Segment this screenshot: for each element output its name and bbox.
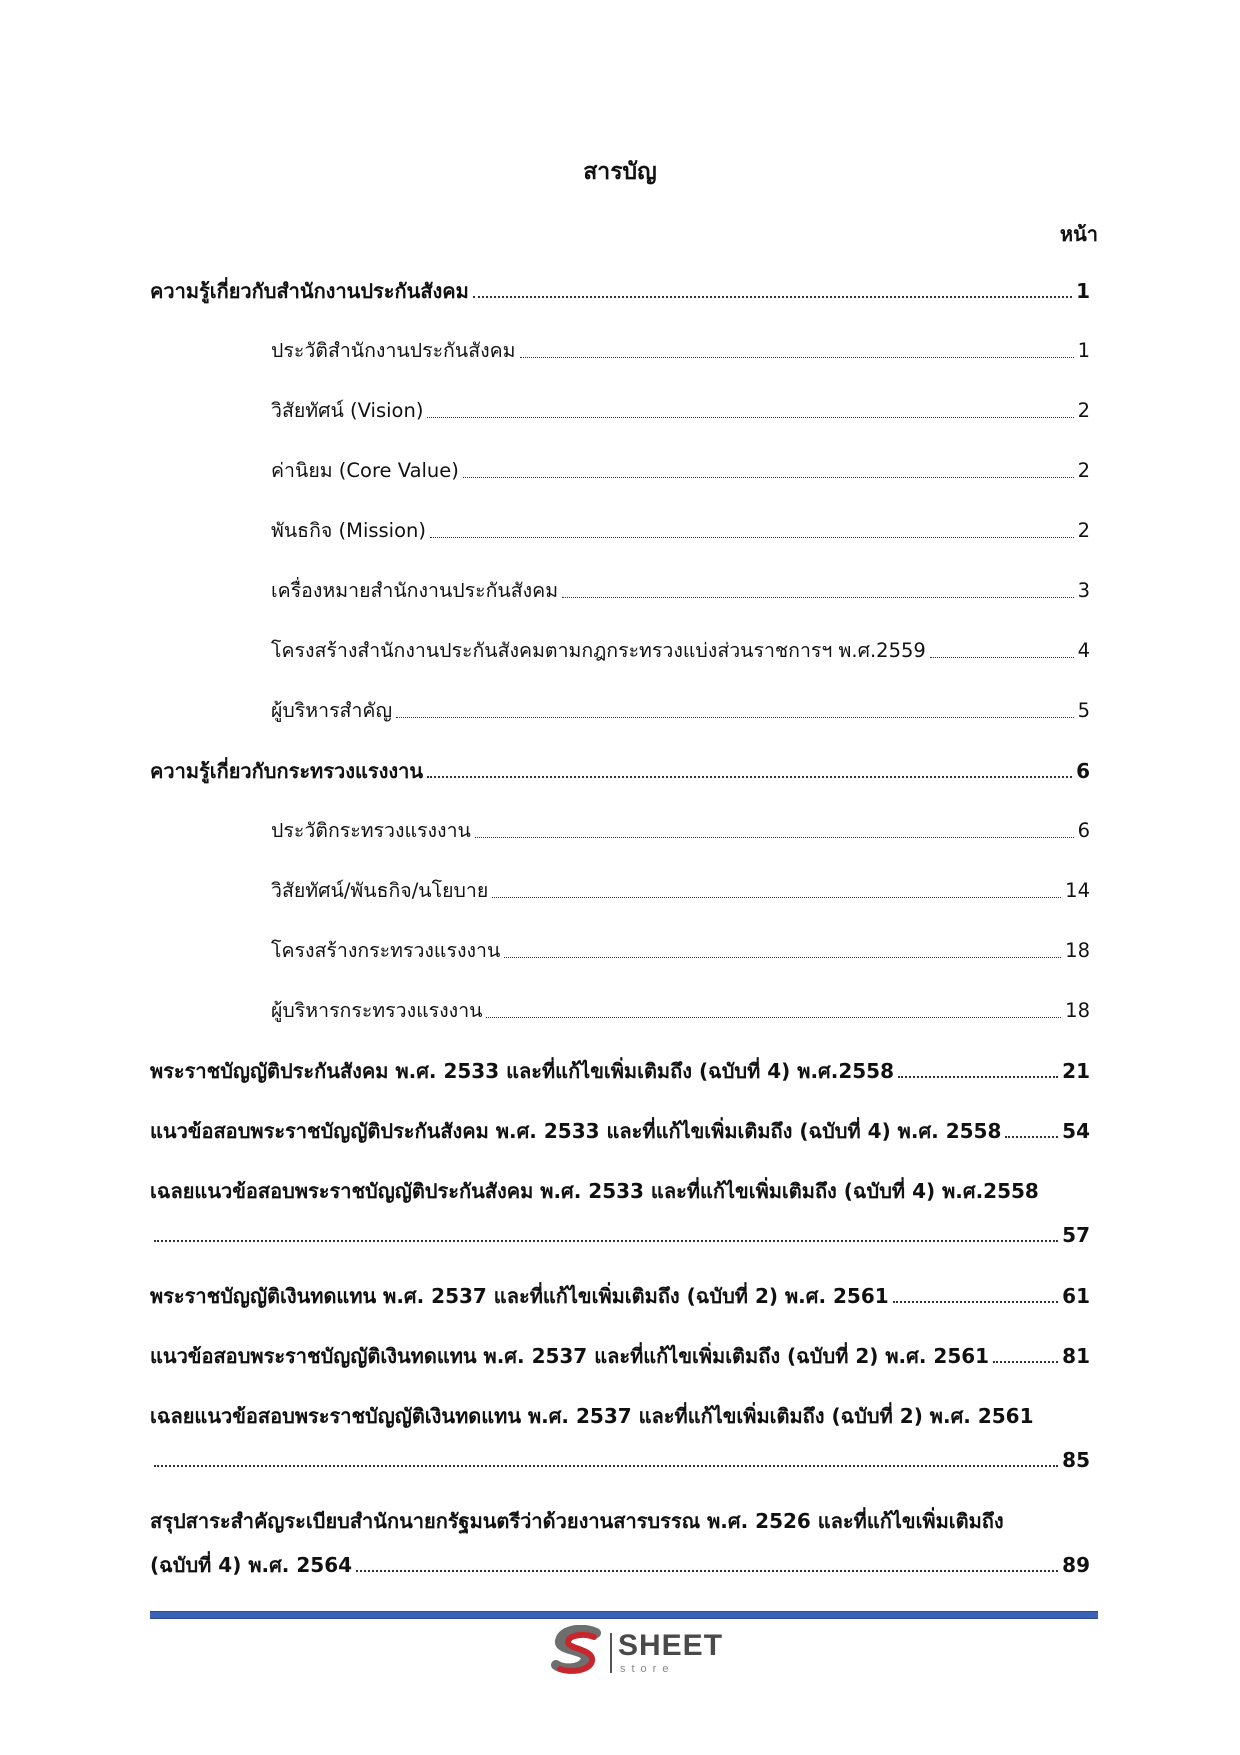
toc-entry: ความรู้เกี่ยวกับสำนักงานประกันสังคม 1 <box>150 279 1090 303</box>
toc-entry: โครงสร้างสำนักงานประกันสังคมตามกฎกระทรวงแบ่งส่วนราชการฯ พ.ศ.2559 4 <box>271 639 1090 662</box>
toc-entry: พันธกิจ (Mission) 2 <box>271 519 1090 542</box>
toc-entry: พระราชบัญญัติเงินทดแทน พ.ศ. 2537 และที่แก้ไขเพิ่มเติมถึง (ฉบับที่ 2) พ.ศ. 2561 61 <box>150 1284 1090 1308</box>
toc-entry: แนวข้อสอบพระราชบัญญัติเงินทดแทน พ.ศ. 2537 และที่แก้ไขเพิ่มเติมถึง (ฉบับที่ 2) พ.ศ. 2561 81 <box>150 1344 1090 1368</box>
sheet-store-logo-icon <box>548 1625 608 1679</box>
toc-entry: วิสัยทัศน์/พันธกิจ/นโยบาย 14 <box>271 879 1090 902</box>
logo-text: SHEET <box>618 1629 724 1662</box>
toc-entry: ประวัติกระทรวงแรงงาน 6 <box>271 819 1090 842</box>
sheet-store-logo <box>548 1625 724 1679</box>
logo-subtext: store <box>620 1663 675 1675</box>
toc-entry: ผู้บริหารสำคัญ 5 <box>271 699 1090 722</box>
toc-entry: เฉลยแนวข้อสอบพระราชบัญญัติเงินทดแทน พ.ศ. 2537 และที่แก้ไขเพิ่มเติมถึง (ฉบับที่ 2) พ.ศ. 2561 85 <box>150 1404 1090 1472</box>
toc-entry: สรุปสาระสำคัญระเบียบสำนักนายกรัฐมนตรีว่าด้วยงานสารบรรณ พ.ศ. 2526 และที่แก้ไขเพิ่มเติมถึง (ฉบับที่ 4) พ.ศ. 2564 89 <box>150 1509 1090 1577</box>
toc-entry: พระราชบัญญัติประกันสังคม พ.ศ. 2533 และที่แก้ไขเพิ่มเติมถึง (ฉบับที่ 4) พ.ศ.2558 21 <box>150 1059 1090 1083</box>
toc-entry: ความรู้เกี่ยวกับกระทรวงแรงงาน 6 <box>150 759 1090 783</box>
toc-entry: โครงสร้างกระทรวงแรงงาน 18 <box>271 939 1090 962</box>
footer-rule <box>150 1611 1098 1619</box>
toc-entry: วิสัยทัศน์ (Vision) 2 <box>271 399 1090 422</box>
toc-entry: เครื่องหมายสำนักงานประกันสังคม 3 <box>271 579 1090 602</box>
toc-title: สารบัญ <box>583 159 657 185</box>
toc-entry: แนวข้อสอบพระราชบัญญัติประกันสังคม พ.ศ. 2533 และที่แก้ไขเพิ่มเติมถึง (ฉบับที่ 4) พ.ศ. 2558 54 <box>150 1119 1090 1143</box>
toc-entry: ประวัติสำนักงานประกันสังคม 1 <box>271 339 1090 362</box>
toc-entry: ค่านิยม (Core Value) 2 <box>271 459 1090 482</box>
page-column-label: หน้า <box>1059 222 1098 246</box>
toc-entry: เฉลยแนวข้อสอบพระราชบัญญัติประกันสังคม พ.ศ. 2533 และที่แก้ไขเพิ่มเติมถึง (ฉบับที่ 4) พ.ศ.2558 57 <box>150 1179 1090 1247</box>
toc-entry: ผู้บริหารกระทรวงแรงงาน 18 <box>271 999 1090 1022</box>
